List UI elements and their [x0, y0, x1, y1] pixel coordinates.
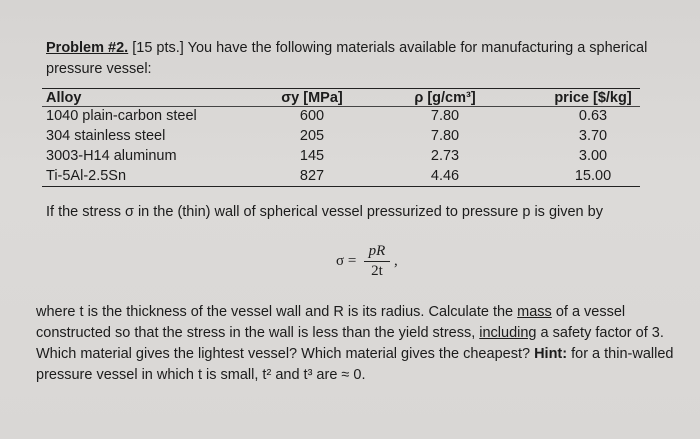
table-cell: 3003-H14 aluminum — [46, 148, 177, 164]
formula-denominator: 2t — [371, 263, 383, 279]
problem-intro: You have the following materials available for manufacturing a spherical pressure vessel: — [46, 40, 648, 77]
table-cell: 7.80 — [430, 108, 460, 124]
header-yield-stress: σy [MPa] — [281, 90, 343, 106]
table-header-rule — [42, 106, 640, 107]
problem-points: [15 pts.] — [132, 40, 184, 56]
hint-label: Hint: — [534, 346, 568, 362]
fraction-bar — [364, 261, 390, 262]
table-cell: 205 — [299, 128, 325, 144]
task-text: a safety factor of 3. Which material gives the lightest vessel? Which material gives the cheapest? — [36, 325, 664, 362]
table-cell: 7.80 — [430, 128, 460, 144]
table-cell: 1040 plain-carbon steel — [46, 108, 197, 124]
formula-comma: , — [394, 253, 398, 269]
table-cell: 0.63 — [578, 108, 608, 124]
table-cell: 2.73 — [430, 148, 460, 164]
table-top-rule — [42, 88, 640, 89]
hint-text: for a thin-walled pressure vessel in which t is small, t² and t³ are ≈ 0. — [36, 346, 674, 383]
table-cell: 304 stainless steel — [46, 128, 166, 144]
including-emphasis: including — [479, 325, 537, 341]
table-cell: 600 — [299, 108, 325, 124]
formula-lhs: σ = — [336, 253, 357, 269]
table-cell: 145 — [299, 148, 325, 164]
formula-fraction — [364, 243, 390, 280]
header-alloy: Alloy — [46, 90, 82, 106]
task-paragraph — [36, 302, 691, 386]
stress-statement: If the stress σ in the (thin) wall of spherical vessel pressurized to pressure p is given by — [46, 204, 603, 220]
stress-formula — [336, 243, 456, 283]
table-cell: 3.00 — [578, 148, 608, 164]
table-cell: 3.70 — [578, 128, 608, 144]
table-bottom-rule — [42, 186, 640, 187]
header-price: price [$/kg] — [554, 90, 632, 106]
header-density: ρ [g/cm³] — [414, 90, 476, 106]
problem-heading — [46, 38, 686, 80]
table-cell: 827 — [299, 168, 325, 184]
table-cell: 15.00 — [574, 168, 612, 184]
table-cell: 4.46 — [430, 168, 460, 184]
table-cell: Ti-5Al-2.5Sn — [46, 168, 127, 184]
mass-emphasis: mass — [517, 304, 552, 320]
task-text: where t is the thickness of the vessel wall and R is its radius. Calculate the — [36, 304, 518, 320]
task-text: of a vessel constructed so that the stress in the wall is less than the yield stress, — [36, 304, 626, 341]
formula-numerator: pR — [368, 243, 386, 259]
problem-number: Problem #2. — [46, 40, 129, 56]
